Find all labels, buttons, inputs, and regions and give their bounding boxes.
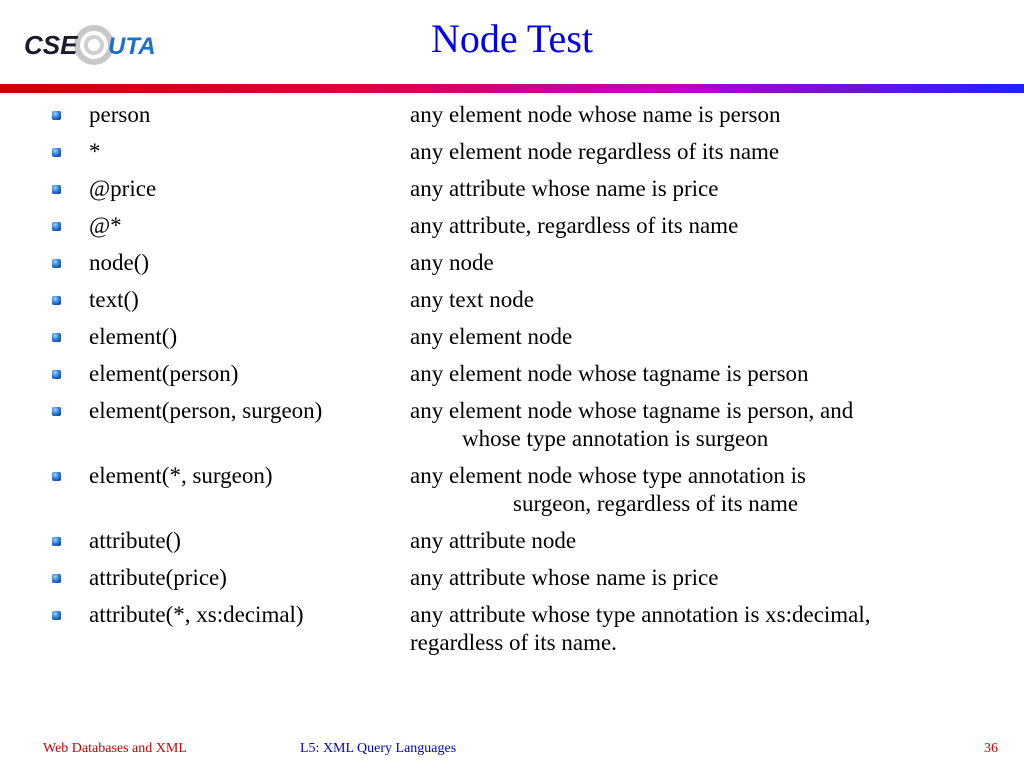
bullet-icon	[52, 611, 61, 620]
bullet-icon	[52, 296, 61, 305]
list-item	[0, 600, 1024, 665]
node-test-description	[410, 527, 1024, 555]
list-item	[0, 461, 1024, 526]
node-test-expression: @price	[89, 176, 157, 201]
list-item	[0, 396, 1024, 461]
list-item	[0, 174, 1024, 211]
list-item	[0, 211, 1024, 248]
bullet-icon	[52, 111, 61, 120]
bullet-icon	[52, 574, 61, 583]
footer-lecture-title: L5: XML Query Languages	[300, 741, 457, 756]
node-test-expression: text()	[89, 287, 139, 312]
node-test-expression: node()	[89, 250, 150, 275]
list-item	[0, 137, 1024, 174]
footer-page-number: 36	[984, 741, 998, 756]
list-item	[0, 526, 1024, 563]
node-test-list	[0, 100, 1024, 665]
slide-title: Node Test	[431, 16, 593, 61]
node-test-expression: *	[89, 139, 101, 164]
bullet-icon	[52, 222, 61, 231]
description-line: any element node whose name is person	[410, 102, 781, 127]
node-test-description	[410, 397, 1024, 453]
node-test-expression: attribute()	[89, 528, 181, 553]
bullet-icon	[52, 472, 61, 481]
node-test-description	[410, 360, 1024, 388]
description-line: any node	[410, 250, 494, 275]
description-line: any element node whose type annotation is	[410, 463, 807, 488]
node-test-expression: attribute(price)	[89, 565, 227, 590]
node-test-description	[410, 138, 1024, 166]
list-item	[0, 563, 1024, 600]
node-test-description	[410, 101, 1024, 129]
node-test-expression: @*	[89, 213, 122, 238]
node-test-description	[410, 462, 1024, 518]
list-item	[0, 285, 1024, 322]
description-line: any element node	[410, 324, 573, 349]
node-test-expression: element(*, surgeon)	[89, 463, 273, 488]
description-line: surgeon, regardless of its name	[513, 491, 799, 516]
list-item	[0, 248, 1024, 285]
description-line: any element node whose tagname is person	[410, 361, 809, 386]
bullet-icon	[52, 333, 61, 342]
bullet-icon	[52, 148, 61, 157]
description-line: any attribute whose name is price	[410, 565, 719, 590]
node-test-expression: attribute(*, xs:decimal)	[89, 602, 304, 627]
list-item	[0, 322, 1024, 359]
bullet-icon	[52, 407, 61, 416]
list-item	[0, 359, 1024, 396]
list-item	[0, 100, 1024, 137]
bullet-icon	[52, 370, 61, 379]
footer-course-title: Web Databases and XML	[43, 741, 187, 756]
bullet-icon	[52, 185, 61, 194]
description-line: any text node	[410, 287, 534, 312]
description-line: any attribute, regardless of its name	[410, 213, 739, 238]
description-line: whose type annotation is surgeon	[462, 426, 769, 451]
svg-text:UTA: UTA	[108, 33, 156, 60]
node-test-description	[410, 323, 1024, 351]
description-line: any element node regardless of its name	[410, 139, 780, 164]
description-line: any element node whose tagname is person, and	[410, 398, 854, 423]
svg-text:CSE: CSE	[24, 30, 78, 60]
node-test-description	[410, 175, 1024, 203]
bullet-icon	[52, 537, 61, 546]
node-test-description	[410, 564, 1024, 592]
node-test-expression: element()	[89, 324, 178, 349]
node-test-description	[410, 286, 1024, 314]
description-line: any attribute node	[410, 528, 577, 553]
node-test-expression: element(person, surgeon)	[89, 398, 323, 423]
node-test-expression: person	[89, 102, 151, 127]
node-test-description	[410, 212, 1024, 240]
node-test-description	[410, 601, 1024, 657]
description-line: regardless of its name.	[410, 630, 617, 655]
node-test-expression: element(person)	[89, 361, 239, 386]
title-divider	[0, 84, 1024, 93]
bullet-icon	[52, 259, 61, 268]
node-test-description	[410, 249, 1024, 277]
description-line: any attribute whose type annotation is xs:decimal,	[410, 602, 871, 627]
description-line: any attribute whose name is price	[410, 176, 719, 201]
